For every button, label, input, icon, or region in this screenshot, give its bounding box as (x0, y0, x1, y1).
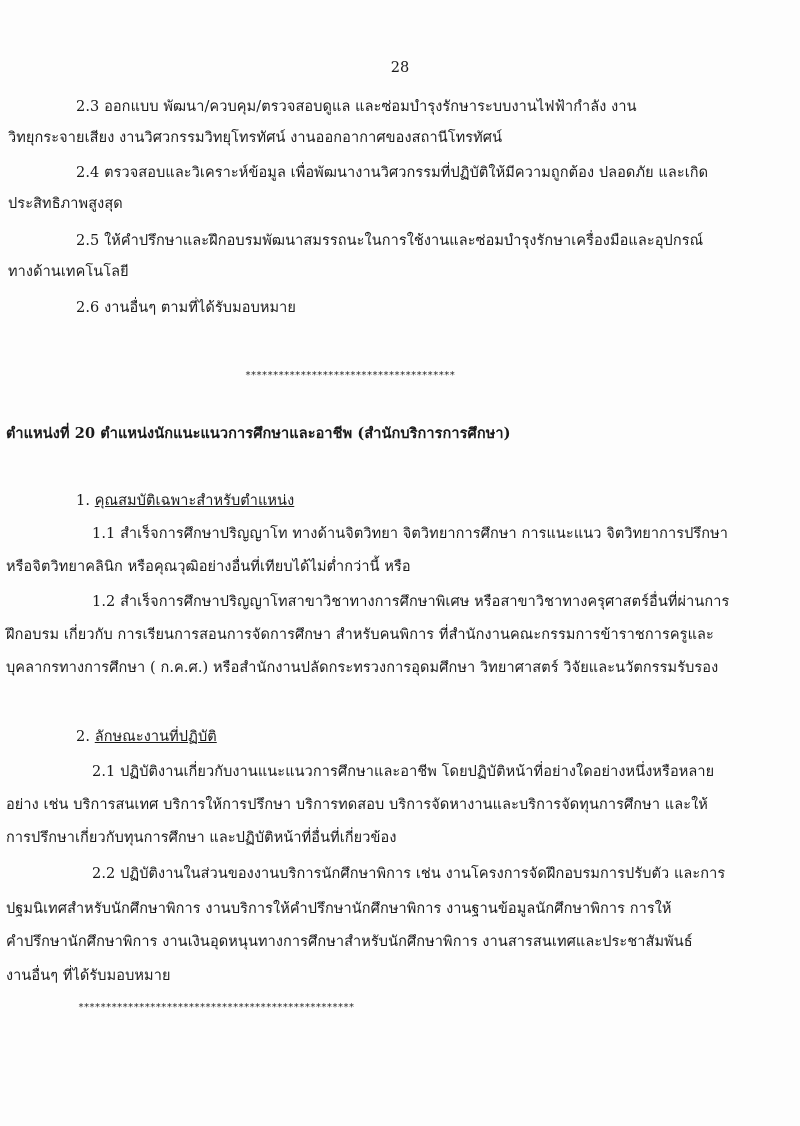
item-1-1-line-1: 1.1 สำเร็จการศึกษาปริญญาโท ทางด้านจิตวิทยา จิตวิทยาการศึกษา การแนะแนว จิตวิทยาการปรึกษา (92, 526, 729, 542)
item-1-1-line-2: หรือจิตวิทยาคลินิก หรือคุณวุฒิอย่างอื่นที่เทียบได้ไม่ต่ำกว่านี้ หรือ (6, 559, 411, 575)
separator-stars-bottom: ************************************************** (78, 1002, 355, 1013)
position-heading: ตำแหน่งที่ 20 ตำแหน่งนักแนะแนวการศึกษาและอาชีพ (สำนักบริการการศึกษา) (6, 425, 511, 442)
item-2-5-line-2: ทางด้านเทคโนโลยี (8, 264, 129, 280)
item-2-3-line-1: 2.3 ออกแบบ พัฒนา/ควบคุม/ตรวจสอบดูแล และซ่อมบำรุงรักษาระบบงานไฟฟ้ากำลัง งาน (76, 99, 637, 115)
item-2-4-line-1: 2.4 ตรวจสอบและวิเคราะห์ข้อมูล เพื่อพัฒนางานวิศวกรรมที่ปฏิบัติให้มีความถูกต้อง ปลอดภัย และเกิด (76, 165, 709, 181)
item-2-1-line-2: อย่าง เช่น บริการสนเทศ บริการให้การปรึกษา บริการทดสอบ บริการจัดหางานและบริการจัดทุนการศึกษา และให้ (6, 797, 708, 813)
item-2-3-line-2: วิทยุกระจายเสียง งานวิศวกรรมวิทยุโทรทัศน์ งานออกอากาศของสถานีโทรทัศน์ (8, 130, 503, 146)
section-2-heading (76, 727, 217, 747)
section-1-number: 1. (76, 493, 95, 509)
section-1-title: คุณสมบัติเฉพาะสำหรับตำแหน่ง (94, 493, 295, 509)
item-2-5-line-1: 2.5 ให้คำปรึกษาและฝึกอบรมพัฒนาสมรรถนะในการใช้งานและซ่อมบำรุงรักษาเครื่องมือและอุปกรณ์ (76, 233, 704, 249)
item-2-2-line-3: คำปรึกษานักศึกษาพิการ งานเงินอุดหนุนทางการศึกษาสำหรับนักศึกษาพิการ งานสารสนเทศและประชาสัมพันธ์ (6, 934, 693, 950)
section-1-heading (76, 491, 294, 511)
item-2-2-line-1: 2.2 ปฏิบัติงานในส่วนของงานบริการนักศึกษาพิการ เช่น งานโครงการจัดฝึกอบรมการปรับตัว และการ (92, 866, 726, 882)
section-2-title: ลักษณะงานที่ปฏิบัติ (94, 729, 217, 745)
item-1-2-line-3: บุคลากรทางการศึกษา ( ก.ค.ศ.) หรือสำนักงานปลัดกระทรวงการอุดมศึกษา วิทยาศาสตร์ วิจัยและนวัตกรรมรับรอง (6, 660, 719, 676)
item-2-2-line-2: ปฐมนิเทศสำหรับนักศึกษาพิการ งานบริการให้คำปรึกษานักศึกษาพิการ งานฐานข้อมูลนักศึกษาพิการ การให้ (6, 901, 672, 917)
section-2-number: 2. (76, 729, 95, 745)
page-number: 28 (390, 60, 410, 76)
item-2-6: 2.6 งานอื่นๆ ตามที่ได้รับมอบหมาย (76, 300, 297, 316)
separator-stars: ************************************** (245, 370, 455, 381)
item-1-2-line-1: 1.2 สำเร็จการศึกษาปริญญาโทสาขาวิชาทางการศึกษาพิเศษ หรือสาขาวิชาทางครุศาสตร์อื่นที่ผ่านการ (92, 594, 730, 610)
item-2-2-line-4: งานอื่นๆ ที่ได้รับมอบหมาย (6, 968, 171, 984)
item-2-1-line-3: การปรึกษาเกี่ยวกับทุนการศึกษา และปฏิบัติหน้าที่อื่นที่เกี่ยวข้อง (6, 830, 397, 846)
item-1-2-line-2: ฝึกอบรม เกี่ยวกับ การเรียนการสอนการจัดการศึกษา สำหรับคนพิการ ที่สำนักงานคณะกรรมการข้าราชการครูและ (6, 627, 714, 643)
item-2-1-line-1: 2.1 ปฏิบัติงานเกี่ยวกับงานแนะแนวการศึกษาและอาชีพ โดยปฏิบัติหน้าที่อย่างใดอย่างหนึ่งหรือหลาย (92, 764, 715, 780)
item-2-4-line-2: ประสิทธิภาพสูงสุด (8, 196, 123, 212)
